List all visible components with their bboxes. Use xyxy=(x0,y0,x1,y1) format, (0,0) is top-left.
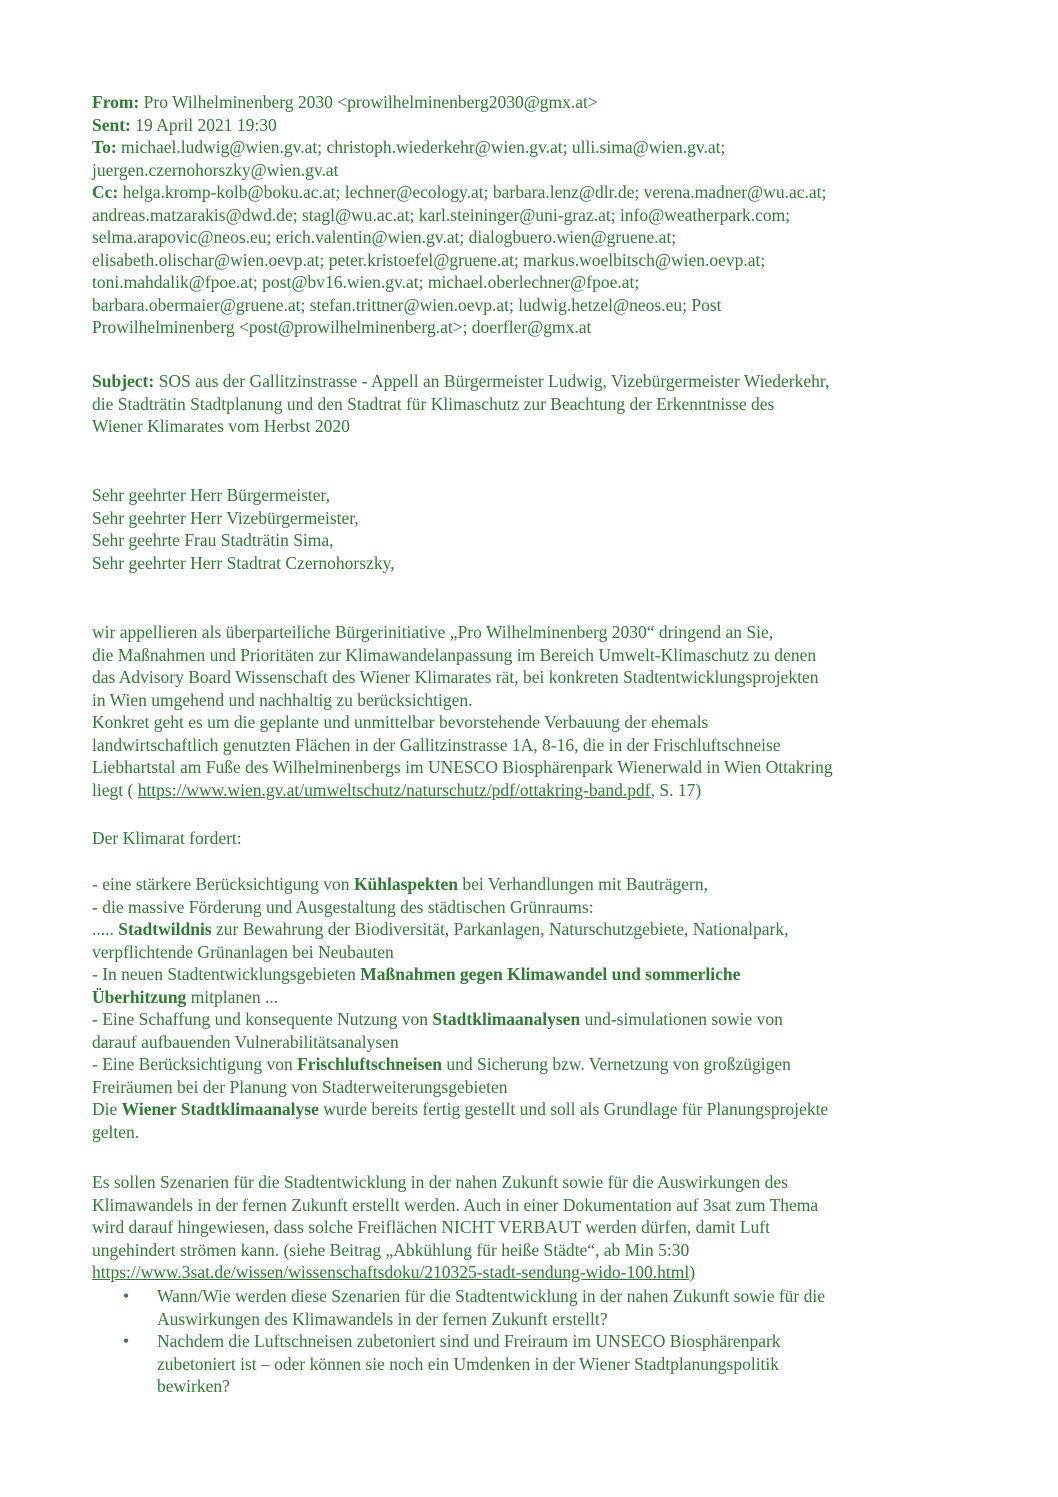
demand-item-cont: gelten. xyxy=(92,1121,140,1142)
demand-emphasis: Wiener Stadtklimaanalyse xyxy=(121,1099,319,1119)
question-line: Nachdem die Luftschneisen zubetoniert sind und Freiraum im UNSECO Biosphärenpark xyxy=(157,1331,781,1351)
demand-text: - Eine Berücksichtigung von xyxy=(92,1054,298,1074)
demand-item xyxy=(92,873,992,896)
question-item xyxy=(92,1285,992,1330)
scenario-link-line xyxy=(92,1261,992,1284)
greeting-line: Sehr geehrter Herr Stadtrat Czernohorszky, xyxy=(92,552,395,573)
subject-line-cont: Wiener Klimarates vom Herbst 2020 xyxy=(92,416,350,436)
sent-value: 19 April 2021 19:30 xyxy=(135,114,277,135)
cc-value: helga.kromp-kolb@boku.ac.at; lechner@ecology.at; barbara.lenz@dlr.de; verena.madner@wu.ac.at; xyxy=(122,182,827,202)
intro-line: landwirtschaftlich genutzten Flächen in der Gallitzinstrasse 1A, 8-16, die in der Frischluftschneise xyxy=(92,734,781,755)
intro-line-last xyxy=(92,779,992,802)
intro-line: die Maßnahmen und Prioritäten zur Klimawandelanpassung im Bereich Umwelt-Klimaschutz zu denen xyxy=(92,644,817,665)
question-line: Auswirkungen des Klimawandels in der fernen Zukunft erstellt? xyxy=(157,1308,608,1329)
3sat-video-link[interactable]: https://www.3sat.de/wissen/wissenschaftsdoku/210325-stadt-sendung-wido-100.html xyxy=(92,1262,690,1282)
greeting-line: Sehr geehrter Herr Bürgermeister, xyxy=(92,485,331,505)
demand-item-cont: Freiräumen bei der Planung von Stadterweiterungsgebieten xyxy=(92,1076,508,1097)
to-line xyxy=(92,136,992,159)
cc-line-cont: Prowilhelminenberg <post@prowilhelminenberg.at>; doerfler@gmx.at xyxy=(92,317,592,337)
demand-text: - In neuen Stadtentwicklungsgebieten xyxy=(92,964,361,984)
demand-item-cont: verpflichtende Grünanlagen bei Neubauten xyxy=(92,941,394,962)
cc-line-cont: andreas.matzarakis@dwd.de; stagl@wu.ac.at; karl.steininger@uni-graz.at; info@weatherpark.com; xyxy=(92,204,791,225)
to-value: michael.ludwig@wien.gv.at; christoph.wiederkehr@wien.gv.at; ulli.sima@wien.gv.at; xyxy=(121,137,726,157)
demand-item xyxy=(92,963,992,986)
question-line: Wann/Wie werden diese Szenarien für die Stadtentwicklung in der nahen Zukunft sowie für die xyxy=(157,1286,826,1306)
demand-emphasis: Überhitzung xyxy=(92,986,187,1007)
intro-link-suffix: , S. 17) xyxy=(650,779,702,800)
demand-text: zur Bewahrung der Biodiversität, Parkanlagen, Naturschutzgebiete, Nationalpark, xyxy=(211,919,789,939)
cc-line-cont: toni.mahdalik@fpoe.at; post@bv16.wien.gv.at; michael.oberlechner@fpoe.at; xyxy=(92,272,640,292)
subject-label: Subject: xyxy=(92,371,155,391)
email-header xyxy=(92,91,992,339)
demand-item-cont: darauf aufbauenden Vulnerabilitätsanalysen xyxy=(92,1031,399,1052)
question-item xyxy=(92,1330,992,1398)
klimarat-heading-block xyxy=(92,827,992,850)
scenario-line: ungehindert strömen kann. (siehe Beitrag „Abkühlung für heiße Städte“, ab Min 5:30 xyxy=(92,1239,690,1260)
scenario-link-suffix: ) xyxy=(689,1262,696,1282)
intro-line: das Advisory Board Wissenschaft des Wiener Klimarates rät, bei konkreten Stadtentwicklungsprojekten xyxy=(92,667,819,687)
intro-line: wir appellieren als überparteiliche Bürgerinitiative „Pro Wilhelminenberg 2030“ dringend an Sie, xyxy=(92,622,774,642)
demand-text: - eine stärkere Berücksichtigung von xyxy=(92,874,354,894)
demand-item xyxy=(92,1008,992,1031)
subject-value: SOS aus der Gallitzinstrasse - Appell an Bürgermeister Ludwig, Vizebürgermeister Wiederkehr, xyxy=(158,371,830,391)
scenario-line: Es sollen Szenarien für die Stadtentwicklung in der nahen Zukunft sowie für die Auswirkungen des xyxy=(92,1172,788,1192)
from-value: Pro Wilhelminenberg 2030 <prowilhelminenberg2030@gmx.at> xyxy=(143,92,598,112)
sent-line xyxy=(92,114,992,137)
cc-line-cont: selma.arapovic@neos.eu; erich.valentin@wien.gv.at; dialogbuero.wien@gruene.at; xyxy=(92,227,677,247)
greeting-line: Sehr geehrter Herr Vizebürgermeister, xyxy=(92,507,359,528)
email-subject xyxy=(92,370,992,438)
demand-item xyxy=(92,918,992,941)
scenario-line: Klimawandels in der fernen Zukunft erstellt werden. Auch in einer Dokumentation auf 3sat zum Thema xyxy=(92,1194,819,1215)
subject-line xyxy=(92,370,992,393)
from-line xyxy=(92,91,992,114)
greeting-line: Sehr geehrte Frau Stadträtin Sima, xyxy=(92,530,334,550)
subject-line-cont: die Stadträtin Stadtplanung und den Stadtrat für Klimaschutz zur Beachtung der Erkenntnisse des xyxy=(92,393,775,414)
cc-line-cont: barbara.obermaier@gruene.at; stefan.trittner@wien.oevp.at; ludwig.hetzel@neos.eu; Post xyxy=(92,294,722,315)
demand-text: und Sicherung bzw. Vernetzung von großzügigen xyxy=(441,1054,791,1074)
demand-emphasis: Maßnahmen gegen Klimawandel und sommerliche xyxy=(360,964,741,984)
intro-paragraph xyxy=(92,621,992,801)
demand-text: - Eine Schaffung und konsequente Nutzung von xyxy=(92,1009,433,1029)
cc-line xyxy=(92,181,992,204)
demand-text: ..... xyxy=(92,919,119,939)
intro-line: in Wien umgehend und nachhaltig zu berücksichtigen. xyxy=(92,689,473,710)
demand-emphasis: Stadtklimaanalysen xyxy=(432,1009,581,1029)
demand-item: - die massive Förderung und Ausgestaltung des städtischen Grünraums: xyxy=(92,896,594,917)
demand-item xyxy=(92,1098,992,1121)
demand-emphasis: Kühlaspekten xyxy=(353,874,458,894)
demand-emphasis: Stadtwildnis xyxy=(118,919,212,939)
klimarat-heading: Der Klimarat fordert: xyxy=(92,828,242,848)
bullet-icon: • xyxy=(123,1331,130,1351)
demand-text: mitplanen ... xyxy=(186,986,279,1007)
demand-text: wurde bereits fertig gestellt und soll als Grundlage für Planungsprojekte xyxy=(318,1099,829,1119)
to-line-cont: juergen.czernohorszky@wien.gv.at xyxy=(92,159,339,180)
demand-text: bei Verhandlungen mit Bauträgern, xyxy=(458,874,708,894)
demand-text: und-simulationen sowie von xyxy=(580,1009,783,1029)
intro-line: Liebhartstal am Fuße des Wilhelminenbergs im UNESCO Biosphärenpark Wienerwald in Wien Ottakring xyxy=(92,757,833,777)
intro-link-prefix: liegt ( xyxy=(92,779,138,800)
demands-list xyxy=(92,873,992,1143)
cc-label: Cc: xyxy=(92,182,119,202)
intro-line: Konkret geht es um die geplante und unmittelbar bevorstehende Verbauung der ehemals xyxy=(92,712,709,732)
greeting xyxy=(92,484,992,574)
from-label: From: xyxy=(92,92,140,112)
scenario-line: wird darauf hingewiesen, dass solche Freiflächen NICHT VERBAUT werden dürfen, damit Luft xyxy=(92,1217,770,1237)
demand-item xyxy=(92,1053,992,1076)
question-line: bewirken? xyxy=(157,1376,230,1396)
demand-text: Die xyxy=(92,1099,122,1119)
bullet-icon: • xyxy=(123,1286,130,1306)
question-line: zubetoniert ist – oder können sie noch ein Umdenken in der Wiener Stadtplanungspolitik xyxy=(157,1353,780,1374)
demand-emphasis: Frischluftschneisen xyxy=(297,1054,442,1074)
questions-list xyxy=(92,1285,992,1398)
cc-line-cont: elisabeth.olischar@wien.oevp.at; peter.kristoefel@gruene.at; markus.woelbitsch@wien.oevp.at; xyxy=(92,249,766,270)
ottakring-pdf-link[interactable]: https://www.wien.gv.at/umweltschutz/naturschutz/pdf/ottakring-band.pdf xyxy=(137,779,651,800)
sent-label: Sent: xyxy=(92,114,131,135)
to-label: To: xyxy=(92,137,117,157)
scenario-paragraph xyxy=(92,1171,992,1284)
demand-item-cont xyxy=(92,986,992,1009)
